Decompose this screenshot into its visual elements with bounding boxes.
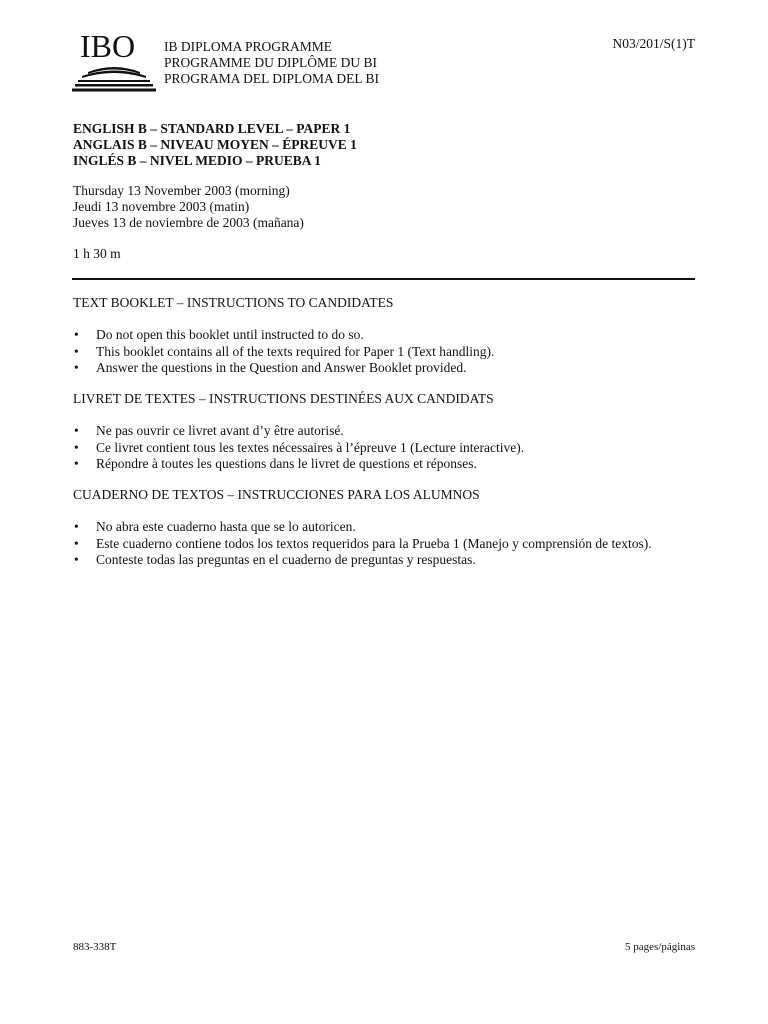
paper-code: N03/201/S(1)T xyxy=(612,36,695,51)
instruction-text: Répondre à toutes les questions dans le livret de questions et réponses. xyxy=(96,456,477,471)
footer-document-number: 883-338T xyxy=(73,941,117,953)
logo-text: IBO xyxy=(80,28,136,64)
section-heading-fr: LIVRET DE TEXTES – INSTRUCTIONS DESTINÉES AUX CANDIDATS xyxy=(73,391,494,406)
footer-page-count: 5 pages/páginas xyxy=(625,941,695,953)
date-line-fr: Jeudi 13 novembre 2003 (matin) xyxy=(73,199,250,214)
programme-line-es: PROGRAMA DEL DIPLOMA DEL BI xyxy=(164,71,380,86)
programme-line-en: IB DIPLOMA PROGRAMME xyxy=(164,39,333,54)
instruction-text: Conteste todas las preguntas en el cuaderno de preguntas y respuestas. xyxy=(96,552,476,567)
subject-line-fr: ANGLAIS B – NIVEAU MOYEN – ÉPREUVE 1 xyxy=(73,137,357,152)
list-item xyxy=(73,519,652,536)
bullet-icon: • xyxy=(74,423,79,438)
subject-titles xyxy=(73,121,357,169)
list-item xyxy=(73,440,524,457)
instruction-text: Do not open this booklet until instructed to do so. xyxy=(96,327,364,342)
list-item xyxy=(73,360,494,377)
bullet-icon: • xyxy=(74,439,79,455)
list-item xyxy=(73,536,652,553)
bullet-icon: • xyxy=(74,456,79,471)
horizontal-divider xyxy=(72,278,695,280)
instruction-text: This booklet contains all of the texts required for Paper 1 (Text handling). xyxy=(96,343,495,359)
list-item xyxy=(73,552,652,569)
bullet-icon: • xyxy=(74,535,79,551)
programme-line-fr: PROGRAMME DU DIPLÔME DU BI xyxy=(164,55,378,70)
section-heading-en: TEXT BOOKLET – INSTRUCTIONS TO CANDIDATES xyxy=(73,295,394,310)
programme-names xyxy=(164,39,379,87)
subject-line-en: ENGLISH B – STANDARD LEVEL – PAPER 1 xyxy=(73,121,351,136)
bullet-icon: • xyxy=(74,327,79,342)
exam-dates xyxy=(73,183,304,231)
date-line-en: Thursday 13 November 2003 (morning) xyxy=(73,183,290,198)
list-item xyxy=(73,327,494,344)
bullet-icon: • xyxy=(74,343,79,359)
instructions-list-en xyxy=(73,327,494,377)
instruction-text: Este cuaderno contiene todos los textos requeridos para la Prueba 1 (Manejo y comprensión de textos). xyxy=(96,535,652,551)
exam-duration: 1 h 30 m xyxy=(73,246,121,261)
bullet-icon: • xyxy=(74,519,79,534)
list-item xyxy=(73,456,524,473)
date-line-es: Jueves 13 de noviembre de 2003 (mañana) xyxy=(73,215,304,230)
section-heading-es: CUADERNO DE TEXTOS – INSTRUCCIONES PARA LOS ALUMNOS xyxy=(73,487,480,502)
instruction-text: Ce livret contient tous les textes nécessaires à l’épreuve 1 (Lecture interactive). xyxy=(96,439,525,455)
instructions-list-es xyxy=(73,519,652,569)
instruction-text: Answer the questions in the Question and Answer Booklet provided. xyxy=(96,360,467,375)
subject-line-es: INGLÉS B – NIVEL MEDIO – PRUEBA 1 xyxy=(73,153,321,168)
bullet-icon: • xyxy=(74,552,79,567)
instruction-text: No abra este cuaderno hasta que se lo autoricen. xyxy=(96,519,356,534)
bullet-icon: • xyxy=(74,360,79,375)
ibo-logo-emblem-icon xyxy=(72,64,156,92)
ibo-logo xyxy=(72,28,156,92)
list-item xyxy=(73,423,524,440)
list-item xyxy=(73,344,494,361)
instructions-list-fr xyxy=(73,423,524,473)
instruction-text: Ne pas ouvrir ce livret avant d’y être autorisé. xyxy=(96,423,344,438)
